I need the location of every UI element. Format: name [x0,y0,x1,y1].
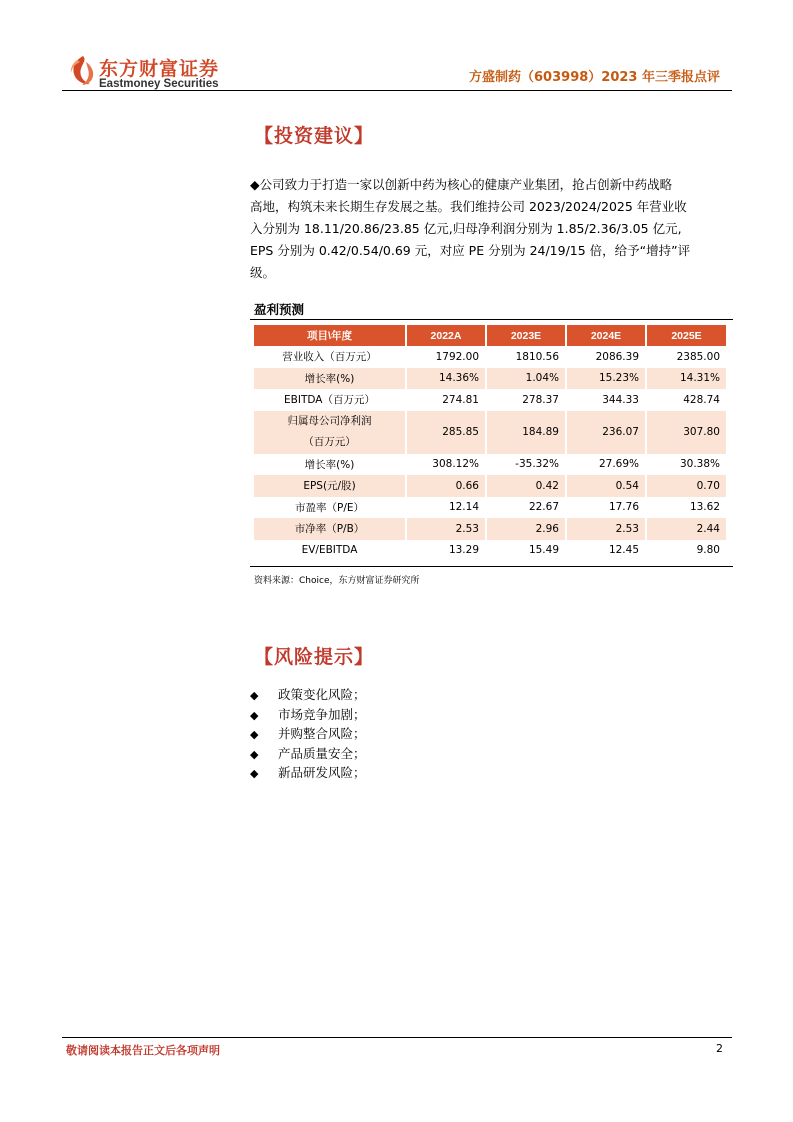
table-cell: 307.80 [646,411,726,454]
footer-divider [62,1037,732,1038]
column-header: 2024E [566,325,646,346]
column-header: 项目\年度 [254,325,406,346]
table-cell: 184.89 [486,411,566,454]
table-row [254,368,726,390]
table-cell: 30.38% [646,454,726,476]
table-cell: 0.66 [406,475,486,497]
page-number: 2 [716,1042,723,1055]
table-cell: 236.07 [566,411,646,454]
table-cell: 2.53 [566,518,646,540]
source-note: 资料来源：Choice，东方财富证券研究所 [254,576,420,586]
table-cell: -35.32% [486,454,566,476]
paragraph-line: EPS 分别为 0.42/0.54/0.69 元，对应 PE 分别为 24/19/15 倍，给予“增持”评 [250,243,691,258]
table-cell: 2.53 [406,518,486,540]
row-label-line: （百万元） [303,436,356,448]
diamond-bullet-icon: ◆ [250,767,259,780]
table-cell: 285.85 [406,411,486,454]
table-row [254,518,726,540]
row-label: EPS(元/股) [254,475,406,497]
table-cell: 428.74 [646,389,726,411]
table-cell: 12.14 [406,497,486,519]
footer-disclaimer: 敬请阅读本报告正文后各项声明 [66,1044,220,1057]
list-item [250,763,366,783]
report-title: 方盛制药（603998）2023 年三季报点评 [469,70,720,85]
table-cell: 27.69% [566,454,646,476]
paragraph-line: 入分别为 18.11/20.86/23.85 亿元,归母净利润分别为 1.85/2.36/3.05 亿元, [250,221,682,236]
table-bottom-divider [250,566,733,567]
table-cell: 0.42 [486,475,566,497]
table-cell: 12.45 [566,540,646,562]
table-cell: 17.76 [566,497,646,519]
row-label: EBITDA（百万元） [284,394,375,407]
table-cell: 2385.00 [646,346,726,368]
investment-paragraph [250,174,728,284]
column-header: 2023E [486,325,566,346]
risk-item-text: 市场竞争加剧； [278,706,366,722]
table-row [254,454,726,476]
paragraph-line: ◆公司致力于打造一家以创新中药为核心的健康产业集团，抢占创新中药战略 [250,177,673,192]
table-row [254,540,726,562]
row-label: 增长率(%) [254,368,406,390]
table-cell: 14.36% [406,368,486,390]
risk-item-text: 新品研发风险； [278,765,366,780]
row-label: 市盈率（P/E） [294,501,364,514]
table-row [254,389,726,411]
logo-chinese-name: 东方财富证券 [99,58,220,80]
paragraph-line: 高地，构筑未来长期生存发展之基。我们维持公司 2023/2024/2025 年营业收 [250,199,687,214]
table-cell: 274.81 [406,389,486,411]
table-cell: 14.31% [646,368,726,390]
logo-english-name: Eastmoney Securities [99,78,219,90]
table-cell: 2.96 [486,518,566,540]
table-cell: 1810.56 [486,346,566,368]
investment-heading: 【投资建议】 [254,125,375,147]
row-label: EV/EBITDA [301,544,358,557]
header-divider [62,90,732,91]
paragraph-line: 级。 [250,265,276,280]
forecast-table [254,325,726,561]
risk-item-text: 政策变化风险； [278,687,366,702]
table-cell: 308.12% [406,454,486,476]
table-cell: 22.67 [486,497,566,519]
row-label [254,411,406,454]
column-header: 2022A [406,325,486,346]
diamond-bullet-icon: ◆ [250,728,259,741]
column-header: 2025E [646,325,726,346]
table-cell: 13.29 [406,540,486,562]
diamond-bullet-icon: ◆ [250,708,259,722]
risk-item-text: 并购整合风险； [278,726,366,741]
table-cell: 2086.39 [566,346,646,368]
row-label: 营业收入（百万元） [282,351,377,364]
table-row [254,497,726,519]
risk-list [250,685,366,783]
table-cell: 1792.00 [406,346,486,368]
list-item [250,724,366,744]
diamond-bullet-icon: ◆ [250,689,259,702]
table-cell: 1.04% [486,368,566,390]
table-row [254,411,726,454]
forecast-title: 盈利预测 [254,302,305,317]
list-item [250,744,366,764]
table-cell: 13.62 [646,497,726,519]
list-item [250,705,366,725]
table-cell: 0.70 [646,475,726,497]
row-label: 增长率(%) [304,458,355,471]
table-cell: 2.44 [646,518,726,540]
diamond-bullet-icon: ◆ [250,747,259,761]
table-cell: 9.80 [646,540,726,562]
row-label: 市净率（P/B） [254,518,406,540]
forecast-title-divider [250,319,733,320]
risk-heading: 【风险提示】 [254,646,375,668]
logo-icon [68,54,98,88]
table-cell: 15.23% [566,368,646,390]
table-cell: 278.37 [486,389,566,411]
list-item [250,685,366,705]
table-cell: 15.49 [486,540,566,562]
table-header-row [254,325,726,346]
table-row [254,475,726,497]
table-cell: 344.33 [566,389,646,411]
row-label-line: 归属母公司净利润 [287,415,372,427]
table-row [254,346,726,368]
risk-item-text: 产品质量安全； [278,745,366,761]
table-cell: 0.54 [566,475,646,497]
